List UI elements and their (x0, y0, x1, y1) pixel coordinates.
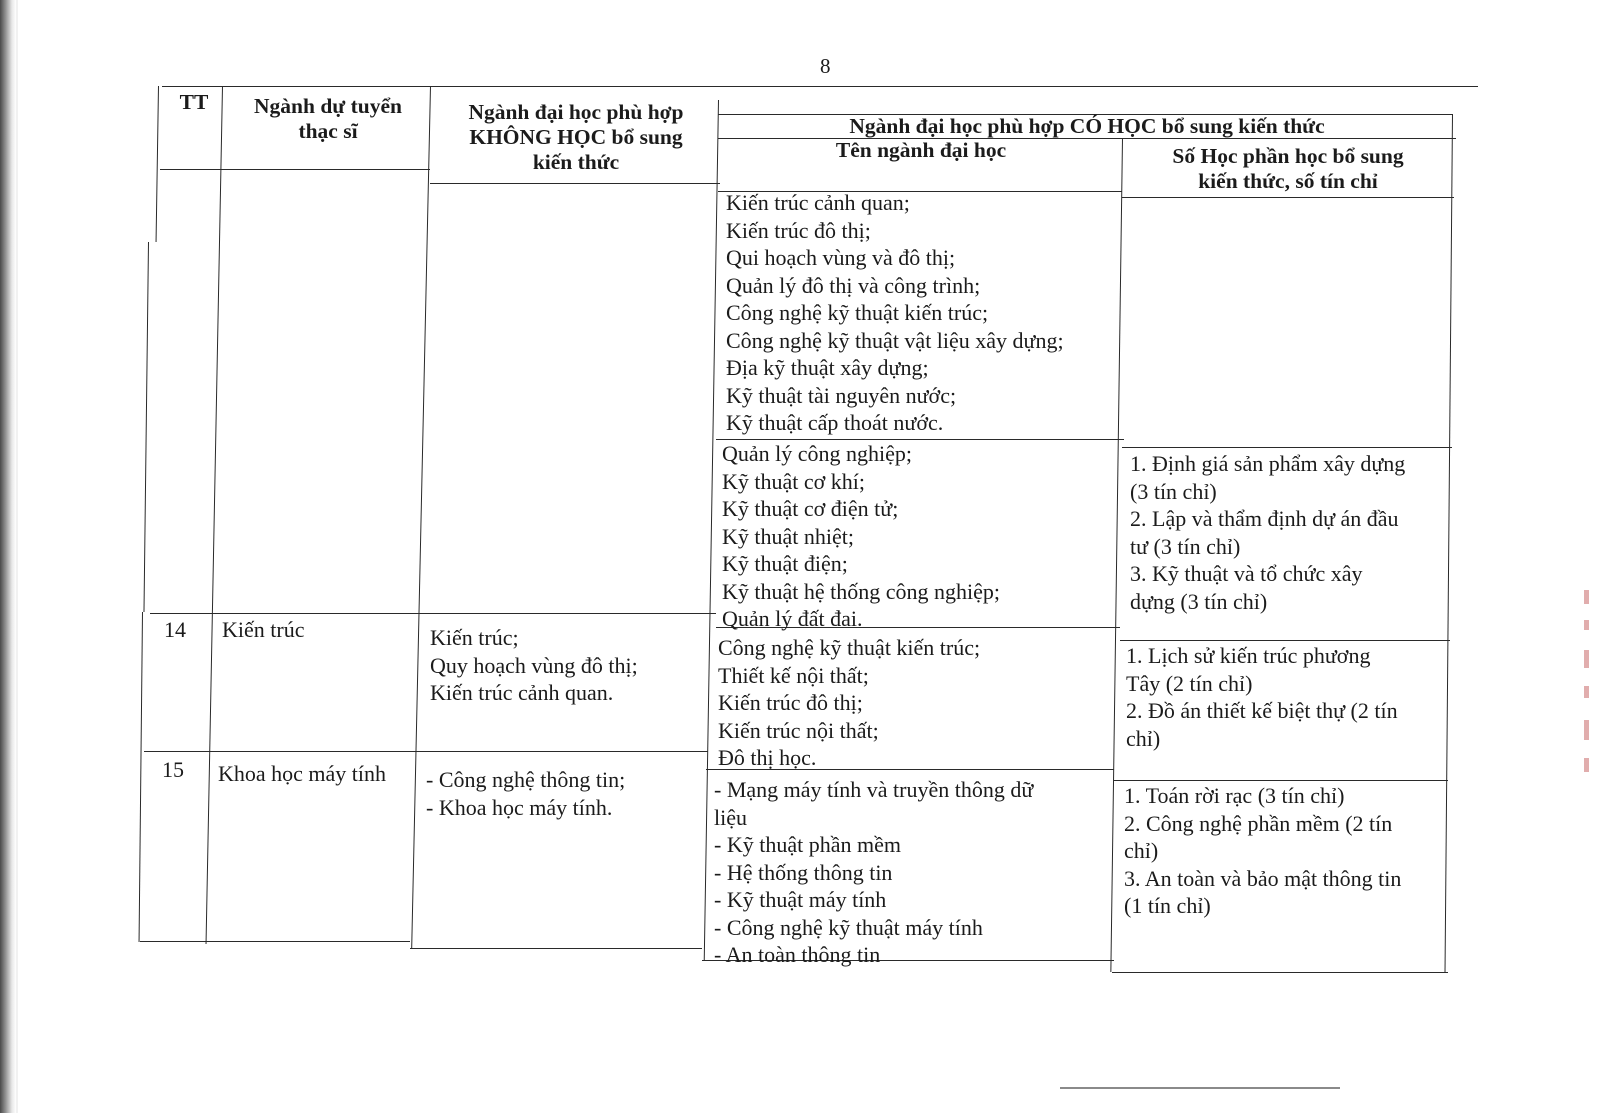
table-top-border (162, 86, 1478, 87)
row-rule-14-left (150, 613, 716, 614)
row-rule-a-credits (1122, 447, 1452, 448)
row-15-nganh: Khoa học máy tính (218, 761, 387, 786)
admission-table (140, 86, 1478, 976)
left-border-a (156, 86, 160, 242)
row-14-khong-hoc: Kiến trúc; Quy hoạch vùng đô thị; Kiến trúc cảnh quan. (430, 625, 638, 705)
table-bottom-rule-left (140, 941, 410, 942)
col-divider-1 (206, 86, 224, 944)
header-nganh-du-tuyen: Ngành dự tuyển thạc sĩ (254, 94, 402, 143)
header-khong-hoc: Ngành đại học phù hợp KHÔNG HỌC bổ sung kiến thức (468, 100, 684, 174)
row-15-ten-nganh: - Mạng máy tính và truyền thông dữ liệu - Kỹ thuật phần mềm - Hệ thống thông tin - Kỹ thuật máy tính - Công nghệ kỹ thuật máy tính - An toàn thông tin (714, 777, 1034, 967)
row-rule-15-left (144, 751, 708, 752)
header-bottom-rule-credits (1122, 197, 1454, 198)
seal-stamp-edge (1580, 590, 1592, 780)
header-tt: TT (179, 90, 209, 114)
row-b-ten-nganh: Quản lý công nghiệp; Kỹ thuật cơ khí; Kỹ thuật cơ điện tử; Kỹ thuật nhiệt; Kỹ thuật điện; Kỹ thuật hệ thống công nghiệp; Quản lý đất đai. (722, 441, 1001, 631)
row-15-tt: 15 (162, 757, 184, 782)
row-a-ten-nganh: Kiến trúc cảnh quan; Kiến trúc đô thị; Qui hoạch vùng và đô thị; Quản lý đô thị và công trình; Công nghệ kỹ thuật kiến trúc; Công nghệ kỹ thuật vật liệu xây dựng; Địa kỹ thuật xây dựng; Kỹ thuật tài nguyên nước; Kỹ thuật cấp thoát nước. (726, 190, 1064, 435)
row-15-khong-hoc: - Công nghệ thông tin; - Khoa học máy tính. (426, 767, 626, 820)
row-b-hoc-phan: 1. Định giá sản phẩm xây dựng (3 tín chỉ) 2. Lập và thẩm định dự án đầu tư (3 tín chỉ) 3. Kỹ thuật và tổ chức xây dựng (3 tín chỉ) (1130, 451, 1406, 614)
col-divider-4 (1110, 138, 1123, 972)
scan-edge-shadow (0, 0, 16, 1113)
row-14-nganh: Kiến trúc (222, 617, 305, 642)
row-15-hoc-phan: 1. Toán rời rạc (3 tín chỉ) 2. Công nghệ phần mềm (2 tín chỉ) 3. An toàn và bảo mật thông tin (1 tín chỉ) (1124, 783, 1402, 918)
table-bottom-rule-credits (1112, 972, 1448, 973)
header-bottom-rule-mid (430, 183, 720, 184)
header-bottom-rule-left (160, 169, 430, 170)
row-14-tt: 14 (164, 617, 186, 642)
header-co-hoc: Ngành đại học phù hợp CÓ HỌC bổ sung kiến thức (849, 114, 1325, 138)
scan-edge-highlight (16, 0, 18, 1113)
page-number: 8 (820, 54, 831, 78)
header-ten-nganh: Tên ngành đại học (835, 138, 1007, 162)
footer-rule (1060, 1087, 1340, 1089)
row-14-hoc-phan: 1. Lịch sử kiến trúc phương Tây (2 tín chỉ) 2. Đồ án thiết kế biệt thự (2 tín chỉ) (1126, 643, 1398, 751)
row-14-ten-nganh: Công nghệ kỹ thuật kiến trúc; Thiết kế nội thất; Kiến trúc đô thị; Kiến trúc nội thất; Đô thị học. (718, 635, 981, 770)
left-border-b (143, 242, 149, 612)
right-border (1445, 114, 1454, 972)
header-so-hoc-phan: Số Học phần học bổ sung kiến thức, số tín chỉ (1172, 144, 1404, 193)
left-border-c (139, 612, 144, 942)
table-bottom-rule-mid (410, 948, 702, 949)
